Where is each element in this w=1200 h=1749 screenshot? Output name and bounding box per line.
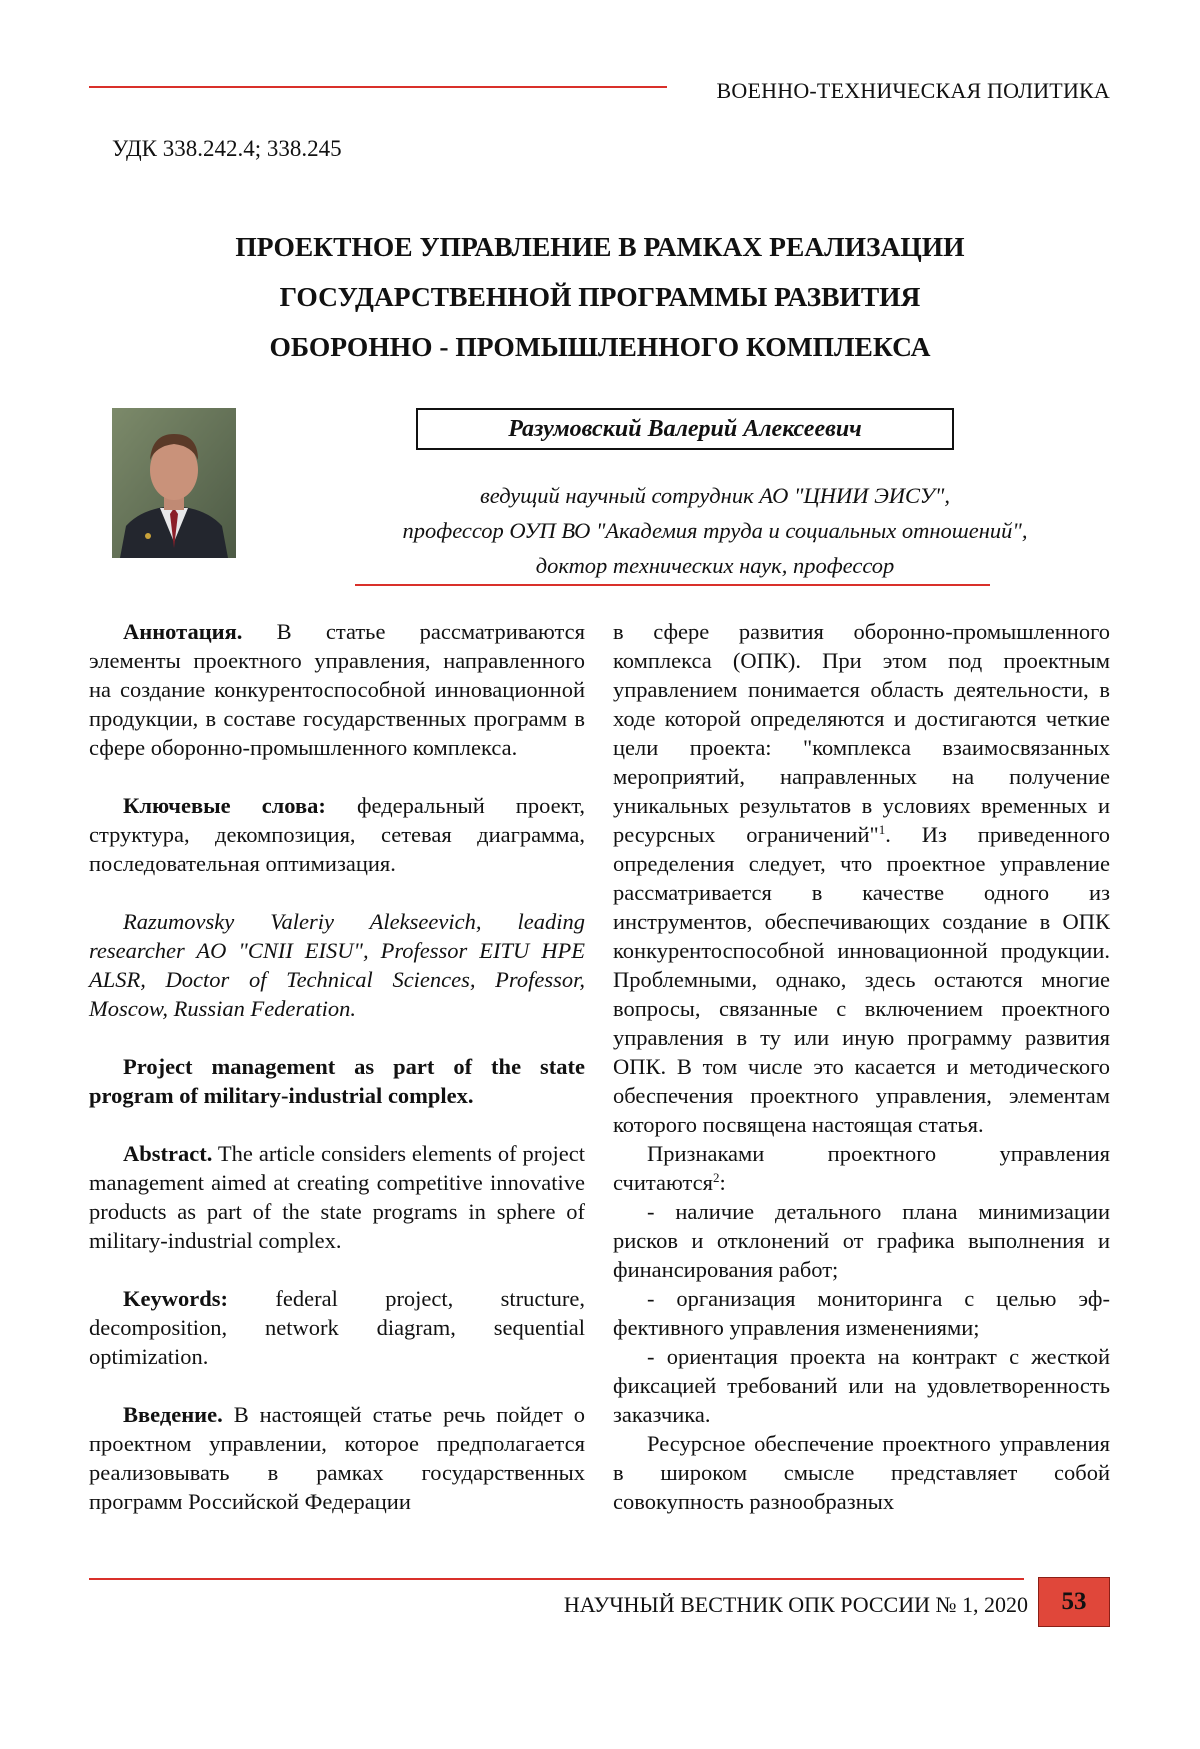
title-line-2: ГОСУДАРСТВЕННОЙ ПРОГРАММЫ РАЗВИТИЯ bbox=[279, 281, 921, 312]
section-title: ВОЕННО-ТЕХНИЧЕСКАЯ ПОЛИТИКА bbox=[716, 78, 1110, 103]
author-position-1: ведущий научный сотрудник АО "ЦНИИ ЭИСУ", bbox=[480, 483, 950, 508]
intro-paragraph bbox=[89, 1400, 585, 1516]
udk-code: УДК 338.242.4; 338.245 bbox=[112, 136, 342, 161]
body-text-1: в сфере развития оборонно-промышленного комплекса (ОПК). При этом под проектным управлением понимается область деятельности, в ходе которой определяются и достигаются четкие цели проекта: "комплекса взаимосвязанных мероприятий, направленных на получение уникальных результатов в условиях временных и ресурсных ограничений" bbox=[613, 619, 1110, 847]
right-column bbox=[613, 617, 1110, 1516]
author-photo bbox=[112, 408, 236, 558]
article-title bbox=[120, 222, 1080, 372]
keywords-en-paragraph bbox=[89, 1284, 585, 1371]
footnote-ref-1: 1 bbox=[878, 822, 886, 837]
header-rule bbox=[89, 86, 667, 88]
list-item: - организация мониторинга с целью эффективного управления изменениями; bbox=[613, 1286, 1110, 1340]
annotation-paragraph bbox=[89, 617, 585, 762]
list-item: - наличие детального плана минимизации рисков и отклонений от графика выполнения и финансирования работ; bbox=[613, 1199, 1110, 1282]
body-paragraph-1 bbox=[613, 617, 1110, 1139]
intro-label: Введение. bbox=[123, 1402, 223, 1427]
footer-rule bbox=[89, 1578, 1024, 1580]
abstract-paragraph bbox=[89, 1139, 585, 1255]
author-rule bbox=[355, 584, 990, 586]
author-english: Razumovsky Valeriy Alekseevich, leading researcher AO "CNII EISU", Professor EITU HPE ALSR, Doctor of Technical Sciences, Professor, Moscow, Russian Federation. bbox=[89, 909, 585, 1021]
footnote-ref-2: 2 bbox=[712, 1170, 720, 1185]
body-text-2: Признаками проектного управления считаются bbox=[613, 1141, 1110, 1195]
page-number: 53 bbox=[1038, 1577, 1110, 1627]
keywords-text: федеральный проект, структура, декомпозиция, сетевая диаграмма, последовательная оптимизация. bbox=[89, 793, 586, 876]
keywords-label: Ключевые слова: bbox=[123, 793, 326, 818]
body-paragraph-3: Ресурсное обеспечение проектного управления в широком смысле представляет собой совокупность разнообразных bbox=[613, 1431, 1110, 1514]
list-item: - ориентация проекта на контракт с жесткой фиксацией требований или на удовлетворенность заказчика. bbox=[613, 1344, 1110, 1427]
intro-text: В настоящей статье речь пойдет о проектном управлении, которое предполагается реализовывать в рамках государственных программ Российской Федерации bbox=[89, 1402, 586, 1514]
keywords-en-label: Keywords: bbox=[123, 1286, 228, 1311]
author-position-2: профессор ОУП ВО "Академия труда и социальных отношений", bbox=[402, 518, 1028, 543]
author-position-3: доктор технических наук, профессор bbox=[535, 553, 895, 578]
title-english bbox=[89, 1052, 585, 1110]
abstract-label: Abstract. bbox=[123, 1141, 213, 1166]
journal-footer: НАУЧНЫЙ ВЕСТНИК ОПК РОССИИ № 1, 2020 bbox=[563, 1592, 1028, 1617]
annotation-text: В статье рассматриваются элементы проектного управления, направленного на создание конкурентоспособной инновационной продукции, в составе государственных программ в сфере оборонно-промышленного комплекса. bbox=[89, 619, 585, 760]
body-text-1b: . Из приведенного определения следует, что проектное управление рассматривается в качестве одного из инструментов, обеспечивающих создание в ОПК конкурентоспособной инновационной продукции. Проблемными, однако, здесь остаются многие вопросы, связанные с включением проектного управления в ту или иную программу развития ОПК. В том числе это касается и методического обеспечения проектного управления, элементам которого посвящена настоящая статья. bbox=[613, 822, 1110, 1137]
body-text-2b: : bbox=[719, 1170, 726, 1195]
abstract-text: The article considers elements of project management aimed at creating competitive innovative products as part of the state programs in sphere of military-industrial complex. bbox=[89, 1141, 585, 1253]
title-english-text: Project management as part of the state program of military-industrial complex. bbox=[89, 1054, 585, 1108]
keywords-en-text: federal project, structure, decomposition, network diagram, sequential optimization. bbox=[89, 1286, 585, 1369]
annotation-label: Аннотация. bbox=[123, 619, 243, 644]
title-line-1: ПРОЕКТНОЕ УПРАВЛЕНИЕ В РАМКАХ РЕАЛИЗАЦИИ bbox=[235, 231, 965, 262]
body-paragraph-2 bbox=[613, 1139, 1110, 1197]
keywords-paragraph bbox=[89, 791, 585, 878]
author-name: Разумовский Валерий Алексеевич bbox=[416, 408, 954, 450]
title-line-3: ОБОРОННО - ПРОМЫШЛЕННОГО КОМПЛЕКСА bbox=[269, 331, 931, 362]
left-column bbox=[89, 617, 585, 1516]
author-affiliation bbox=[250, 478, 1180, 583]
